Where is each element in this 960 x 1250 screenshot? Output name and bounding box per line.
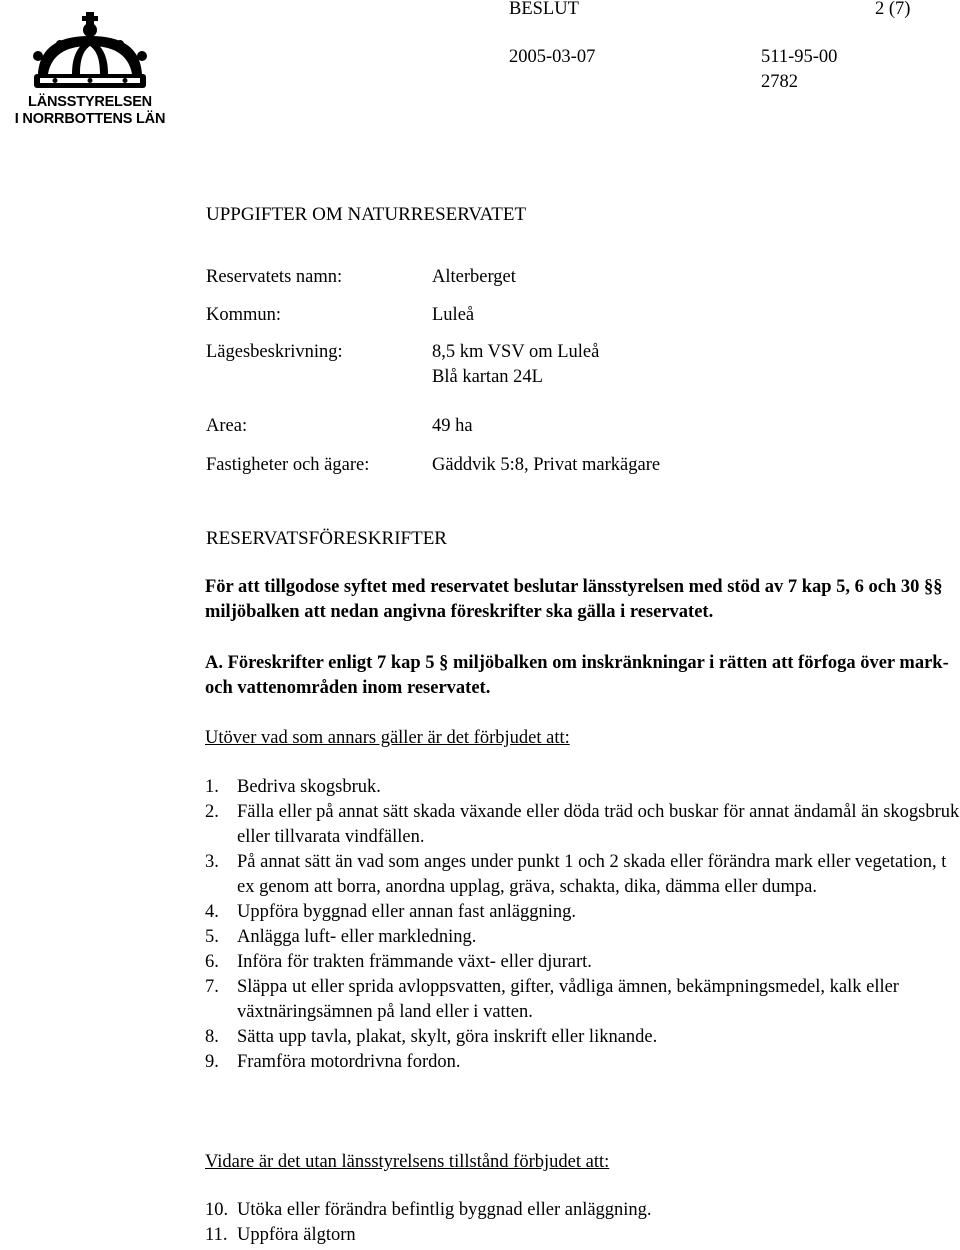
section-title-regulations: RESERVATSFÖRESKRIFTER	[206, 528, 447, 549]
list-item-text: Uppföra byggnad eller annan fast anläggning.	[237, 902, 577, 922]
list-item-number: 2.	[205, 802, 219, 822]
field-value-municipality: Luleå	[432, 305, 475, 325]
list-item	[205, 800, 960, 850]
list-item-number: 9.	[205, 1052, 219, 1072]
county-logo	[0, 10, 180, 130]
list-item	[205, 975, 960, 1025]
reference-number-2: 2782	[761, 72, 798, 92]
list-item-number: 3.	[205, 852, 219, 872]
list-item	[205, 1198, 960, 1223]
list-item-text: På annat sätt än vad som anges under punkt 1 och 2 skada eller förändra mark eller vegetation, t ex genom att borra, anordna upplag, gräva, schakta, dika, dämma eller dumpa.	[237, 852, 947, 897]
list-item-number: 1.	[205, 777, 219, 797]
doc-date: 2005-03-07	[509, 47, 596, 67]
doc-type: BESLUT	[509, 0, 579, 19]
list-item-text: Fälla eller på annat sätt skada växande eller döda träd och buskar för annat ändamål än skogsbruk eller tillvarata vindfällen.	[237, 802, 960, 847]
list-item	[205, 1050, 960, 1075]
regulations-intro: För att tillgodose syftet med reservatet beslutar länsstyrelsen med stöd av 7 kap 5, 6 och 30 §§ miljöbalken att nedan angivna föreskrifter ska gälla i reservatet.	[205, 577, 943, 622]
field-value-location: 8,5 km VSV om Luleå	[432, 342, 600, 362]
field-value-properties: Gäddvik 5:8, Privat markägare	[432, 455, 661, 475]
list-item-number: 5.	[205, 927, 219, 947]
list-item	[205, 775, 960, 800]
list-item	[205, 850, 960, 900]
page-number: 2 (7)	[875, 0, 911, 19]
list-item	[205, 1223, 960, 1248]
list-item-number: 8.	[205, 1027, 219, 1047]
permission-title: Vidare är det utan länsstyrelsens tillstånd förbjudet att:	[205, 1152, 610, 1172]
field-label-location: Lägesbeskrivning:	[206, 342, 343, 362]
logo-line-1: LÄNSSTYRELSEN	[28, 94, 152, 110]
field-label-name: Reservatets namn:	[206, 267, 343, 287]
section-title-reserve-info: UPPGIFTER OM NATURRESERVATET	[206, 204, 527, 225]
list-item-text: Införa för trakten främmande växt- eller djurart.	[237, 952, 592, 972]
logo-line-2: I NORRBOTTENS LÄN	[14, 111, 166, 127]
list-item-text: Uppföra älgtorn	[237, 1225, 356, 1245]
list-item-text: Sätta upp tavla, plakat, skylt, göra inskrift eller liknande.	[237, 1027, 658, 1047]
list-item-text: Anlägga luft- eller markledning.	[237, 927, 477, 947]
list-item-text: Framföra motordrivna fordon.	[237, 1052, 461, 1072]
list-item-text: Utöka eller förändra befintlig byggnad eller anläggning.	[237, 1200, 652, 1220]
prohibited-title: Utöver vad som annars gäller är det förbjudet att:	[205, 728, 570, 748]
list-item	[205, 900, 960, 925]
crown-icon	[0, 10, 180, 95]
list-item-number: 7.	[205, 977, 219, 997]
field-label-area: Area:	[206, 416, 248, 436]
field-label-properties: Fastigheter och ägare:	[206, 455, 370, 475]
list-item-text: Bedriva skogsbruk.	[237, 777, 381, 797]
prohibited-list	[205, 775, 960, 1075]
list-item-number: 4.	[205, 902, 219, 922]
list-item	[205, 950, 960, 975]
reference-number: 511-95-00	[761, 47, 838, 67]
list-item	[205, 925, 960, 950]
field-value-name: Alterberget	[432, 267, 516, 287]
field-value-location-map: Blå kartan 24L	[432, 367, 543, 387]
list-item-number: 10.	[205, 1200, 229, 1220]
field-value-area: 49 ha	[432, 416, 473, 436]
list-item-number: 6.	[205, 952, 219, 972]
field-label-municipality: Kommun:	[206, 305, 282, 325]
list-item-number: 11.	[205, 1225, 228, 1245]
permission-list	[205, 1198, 960, 1248]
list-item	[205, 1025, 960, 1050]
list-item-text: Släppa ut eller sprida avloppsvatten, gifter, vådliga ämnen, bekämpningsmedel, kalk eller växtnäringsämnen på land eller i vatten.	[237, 977, 899, 1022]
regulations-subheading-a: A. Föreskrifter enligt 7 kap 5 § miljöbalken om inskränkningar i rätten att förfoga över mark- och vattenområden inom reservatet.	[205, 653, 949, 698]
